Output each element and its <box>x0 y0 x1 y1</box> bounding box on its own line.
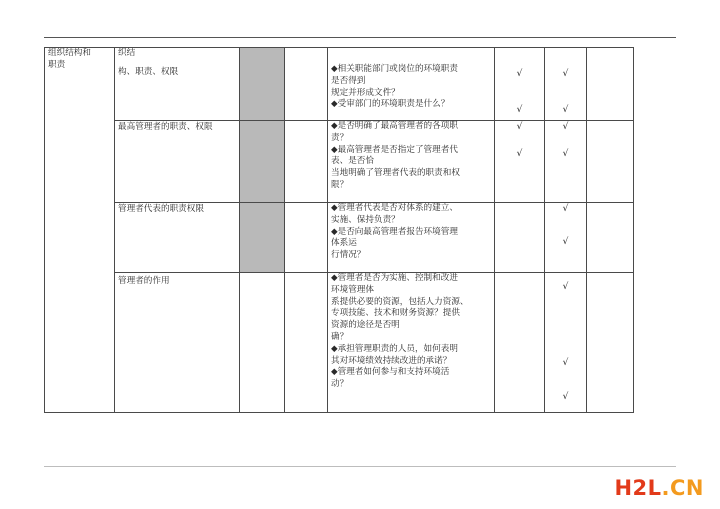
check-cell-b <box>545 48 587 121</box>
table-row <box>45 273 634 413</box>
question-line: ◆是否明确了最高管理者的各项职 <box>331 121 458 131</box>
remarks-cell <box>587 203 634 273</box>
question-line: ◆管理者代表是否对体系的建立、 <box>331 203 458 213</box>
shaded-cell <box>240 48 285 121</box>
question-line: 行情况？ <box>331 250 366 261</box>
question-line: 表、是否恰 <box>331 156 374 167</box>
question-line: 系提供必要的资源，包括人力资源、 <box>331 296 469 307</box>
checkmark: √ <box>562 237 569 247</box>
topic-cell <box>115 203 240 273</box>
checkmark: √ <box>516 69 523 79</box>
category-cell <box>45 48 115 413</box>
checkmark: √ <box>562 358 569 368</box>
topic-line: 织结 <box>118 48 136 58</box>
topic-line: 管理者代表的职责权限 <box>118 204 204 214</box>
question-line: 环境管理体 <box>331 284 374 295</box>
question-line: 体系运 <box>331 238 357 249</box>
blank-cell <box>240 273 285 413</box>
shaded-cell <box>240 203 285 273</box>
question-line: 规定并形成文件？ <box>331 87 400 98</box>
topic-cell <box>115 48 240 121</box>
question-line: ◆是否向最高管理者报告环境管理 <box>331 226 458 237</box>
question-cell <box>328 121 495 203</box>
question-line: 限？ <box>331 179 349 190</box>
question-line: 责？ <box>331 132 349 143</box>
checkmark: √ <box>562 122 569 132</box>
question-line: 确？ <box>331 331 349 342</box>
check-cell-a <box>495 203 545 273</box>
checkmark: √ <box>516 149 523 159</box>
question-line: ◆管理者如何参与和支持环境活 <box>331 367 450 378</box>
question-line: 专项技能、技术和财务资源？提供 <box>331 308 460 319</box>
question-cell <box>328 48 495 121</box>
blank-cell <box>285 273 328 413</box>
question-line: ◆管理者是否为实施、控制和改进 <box>331 273 458 283</box>
question-line: 是否得到 <box>331 75 366 86</box>
audit-checklist-table <box>44 47 634 413</box>
checkmark: √ <box>562 392 569 402</box>
table-row <box>45 121 634 203</box>
blank-cell <box>285 48 328 121</box>
check-cell-a <box>495 273 545 413</box>
question-line: 实施、保持负责？ <box>331 214 400 225</box>
checkmark: √ <box>562 149 569 159</box>
footer-rule <box>44 466 676 467</box>
question-line: ◆受审部门的环境职责是什么？ <box>331 99 450 110</box>
question-line: ◆最高管理者是否指定了管理者代 <box>331 144 458 155</box>
question-line: ◆承担管理职责的人员，如何表明 <box>331 343 458 354</box>
topic-line: 管理者的作用 <box>118 276 170 286</box>
check-cell-b <box>545 273 587 413</box>
category-line: 组织结构和 <box>48 48 91 58</box>
question-line: 其对环境绩效持续改进的承诺？ <box>331 355 452 366</box>
remarks-cell <box>587 121 634 203</box>
checkmark: √ <box>562 105 569 115</box>
logo-suffix: .CN <box>661 476 704 500</box>
question-line: 动？ <box>331 379 349 390</box>
check-cell-b <box>545 121 587 203</box>
remarks-cell <box>587 48 634 121</box>
checkmark: √ <box>516 105 523 115</box>
question-line: 资源的途径是否明 <box>331 320 400 331</box>
question-line: ◆相关职能部门或岗位的环境职责 <box>331 64 458 74</box>
check-cell-b <box>545 203 587 273</box>
topic-line: 构、职责、权限 <box>118 66 179 77</box>
shaded-cell <box>240 121 285 203</box>
table-row <box>45 203 634 273</box>
remarks-cell <box>587 273 634 413</box>
site-logo <box>614 476 704 500</box>
checkmark: √ <box>562 69 569 79</box>
blank-cell <box>285 203 328 273</box>
table-row <box>45 48 634 121</box>
checkmark: √ <box>562 204 569 214</box>
topic-line: 最高管理者的职责、权限 <box>118 122 213 132</box>
header-rule <box>44 37 676 38</box>
check-cell-a <box>495 121 545 203</box>
question-line: 当地明确了管理者代表的职责和权 <box>331 168 460 179</box>
question-cell <box>328 203 495 273</box>
logo-text: H2L <box>614 476 662 500</box>
topic-cell <box>115 273 240 413</box>
checkmark: √ <box>562 282 569 292</box>
check-cell-a <box>495 48 545 121</box>
checkmark: √ <box>516 122 523 132</box>
topic-cell <box>115 121 240 203</box>
question-cell <box>328 273 495 413</box>
category-line: 职责 <box>48 59 66 70</box>
blank-cell <box>285 121 328 203</box>
